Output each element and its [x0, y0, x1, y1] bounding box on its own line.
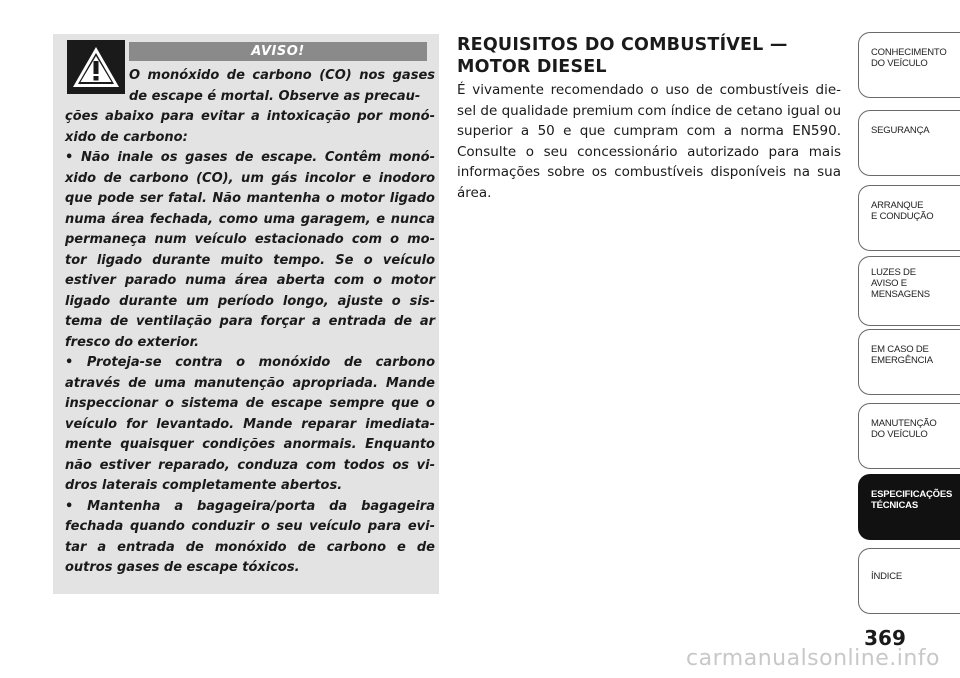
tab-conhecimento-do-veiculo[interactable]: [858, 32, 960, 98]
warning-paragraph: • Proteja-se contra o monóxido de carbono através de uma manutenção apropriada. Mande inspeccionar o sistema de escape sempre que o veículo for levantado. Mande reparar imediata-mente quaisquer condições anormais. Enquanto não estiver reparado, conduza com todos os vi-dros laterais completamente abertos.: [65, 355, 435, 493]
tab-label: EM CASO DE EMERGÊNCIA: [871, 344, 933, 366]
tab-indice[interactable]: [858, 548, 960, 614]
tab-luzes-de-aviso[interactable]: [858, 256, 960, 326]
section-body: É vivamente recomendado o uso de combustíveis die-sel de qualidade premium com índice de cetano igual ou superior a 50 e que cumpram com a norma EN590. Consulte o seu concessionário autorizado para mais informações sobre os combustíveis disponíveis na sua área.: [457, 82, 841, 201]
tab-especificacoes-tecnicas[interactable]: [858, 474, 960, 540]
tab-seguranca[interactable]: [858, 110, 960, 176]
tab-arranque-e-conducao[interactable]: [858, 185, 960, 251]
warning-paragraph: • Mantenha a bagageira/porta da bagageira fechada quando conduzir o seu veículo para evi-tar a entrada de monóxido de carbono e de outros gases de escape tóxicos.: [65, 498, 435, 575]
tab-label: MANUTENÇÃO DO VEÍCULO: [871, 418, 937, 440]
warning-triangle-icon: [67, 40, 125, 94]
tab-em-caso-de-emergencia[interactable]: [858, 329, 960, 395]
tab-label: ARRANQUE E CONDUÇÃO: [871, 200, 934, 222]
tab-label: ESPECIFICAÇÕES TÉCNICAS: [871, 489, 953, 511]
section-title: REQUISITOS DO COMBUSTÍVEL — MOTOR DIESEL: [457, 35, 788, 77]
warning-paragraph: • Não inale os gases de escape. Contêm monó-xido de carbono (CO), um gás incolor e inodoro que pode ser fatal. Não mantenha o motor ligado numa área fechada, como uma garagem, e nunca permaneça num veículo estacionado com o mo-tor ligado durante muito tempo. Se o veículo estiver parado numa área aberta com o motor ligado durante um período longo, ajuste o sis-tema de ventilação para forçar a entrada de ar fresco do exterior.: [65, 150, 435, 350]
warning-body: [65, 107, 435, 579]
warning-intro: O monóxido de carbono (CO) nos gases de escape é mortal. Observe as precau-: [129, 68, 435, 104]
watermark: carmanualsonline.info: [686, 646, 940, 671]
tab-label: LUZES DE AVISO E MENSAGENS: [871, 267, 930, 300]
page-number: 369: [864, 626, 906, 650]
warning-title: AVISO!: [129, 42, 427, 61]
tab-label: ÍNDICE: [871, 571, 902, 582]
warning-box: [53, 34, 439, 594]
warning-paragraph: ções abaixo para evitar a intoxicação por monó-xido de carbono:: [65, 109, 435, 145]
tab-label: CONHECIMENTO DO VEÍCULO: [871, 47, 947, 69]
tab-label: SEGURANÇA: [871, 125, 930, 136]
tab-manutencao-do-veiculo[interactable]: [858, 403, 960, 469]
